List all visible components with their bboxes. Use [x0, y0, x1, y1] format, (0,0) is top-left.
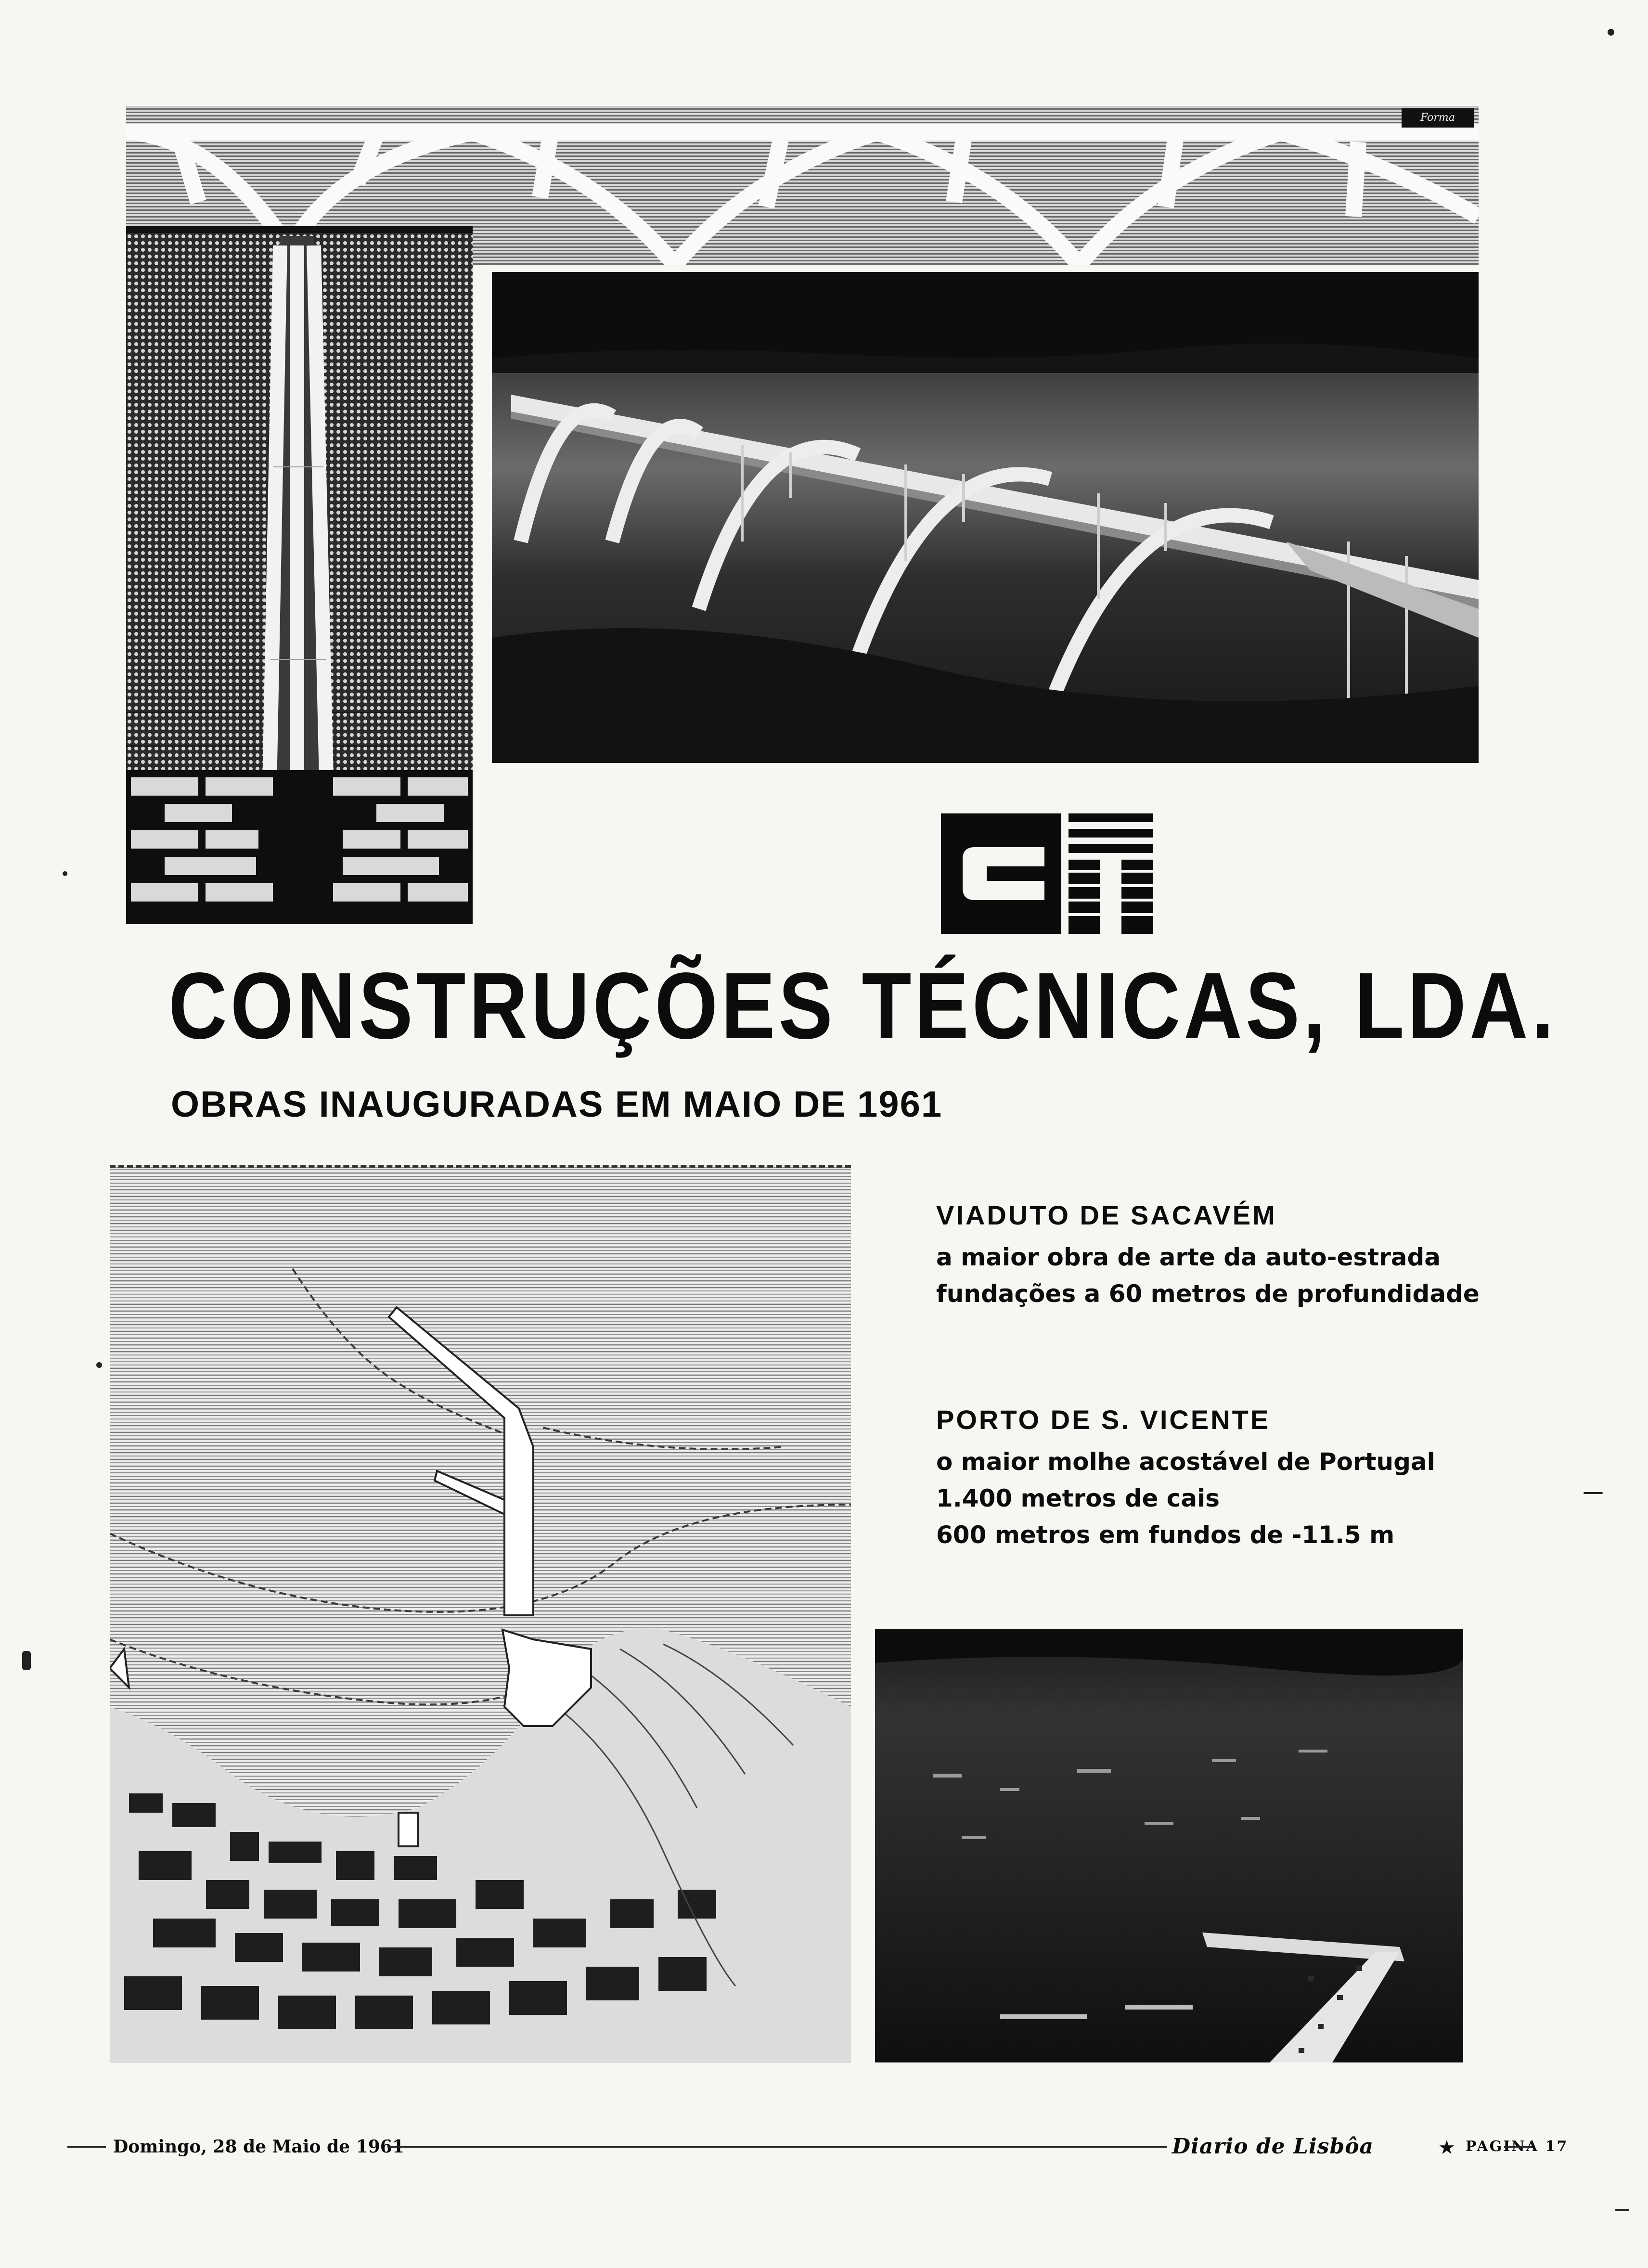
- project-detail: a maior obra de arte da auto-estrada: [936, 1243, 1441, 1271]
- newspaper-name: Diario de Lisbôa: [1172, 2134, 1374, 2159]
- company-name-headline: CONSTRUÇÕES TÉCNICAS, LDA.: [168, 953, 1558, 1058]
- project-title: PORTO DE S. VICENTE: [936, 1405, 1271, 1435]
- harbor-map: [110, 1165, 851, 2063]
- scan-speck: [96, 1362, 102, 1368]
- project-viaduto-sacavem: [936, 1198, 1514, 1312]
- footer-rule: [387, 2146, 1167, 2148]
- footer-rule: [1504, 2146, 1533, 2148]
- star-icon: ★: [1438, 2137, 1455, 2159]
- publication-date: Domingo, 28 de Maio de 1961: [113, 2137, 404, 2157]
- bridge-pier-drawing: [126, 226, 473, 924]
- top-illustration: [126, 106, 1479, 924]
- scan-speck: [1584, 1492, 1603, 1494]
- project-detail: fundações a 60 metros de profundidade: [936, 1280, 1480, 1308]
- ct-logo-icon: [941, 813, 1153, 934]
- page-number: PAGINA 17: [1466, 2138, 1569, 2155]
- subtitle: OBRAS INAUGURADAS EM MAIO DE 1961: [171, 1084, 943, 1125]
- project-detail: o maior molhe acostável de Portugal: [936, 1448, 1435, 1476]
- project-detail: 1.400 metros de cais: [936, 1484, 1220, 1512]
- newspaper-footer: [67, 2132, 1569, 2161]
- project-title: VIADUTO DE SACAVÉM: [936, 1200, 1277, 1230]
- photo-credit: Forma: [1402, 108, 1474, 128]
- scan-speck: [1608, 29, 1614, 36]
- footer-rule: [67, 2146, 106, 2148]
- scan-speck: [1615, 2209, 1629, 2211]
- project-detail: 600 metros em fundos de -11.5 m: [936, 1521, 1395, 1549]
- scan-speck: [63, 871, 67, 876]
- viaduct-photo: [492, 272, 1479, 763]
- scan-speck: [22, 1651, 31, 1670]
- project-porto-s-vicente: [936, 1403, 1514, 1553]
- port-photo: [875, 1629, 1463, 2062]
